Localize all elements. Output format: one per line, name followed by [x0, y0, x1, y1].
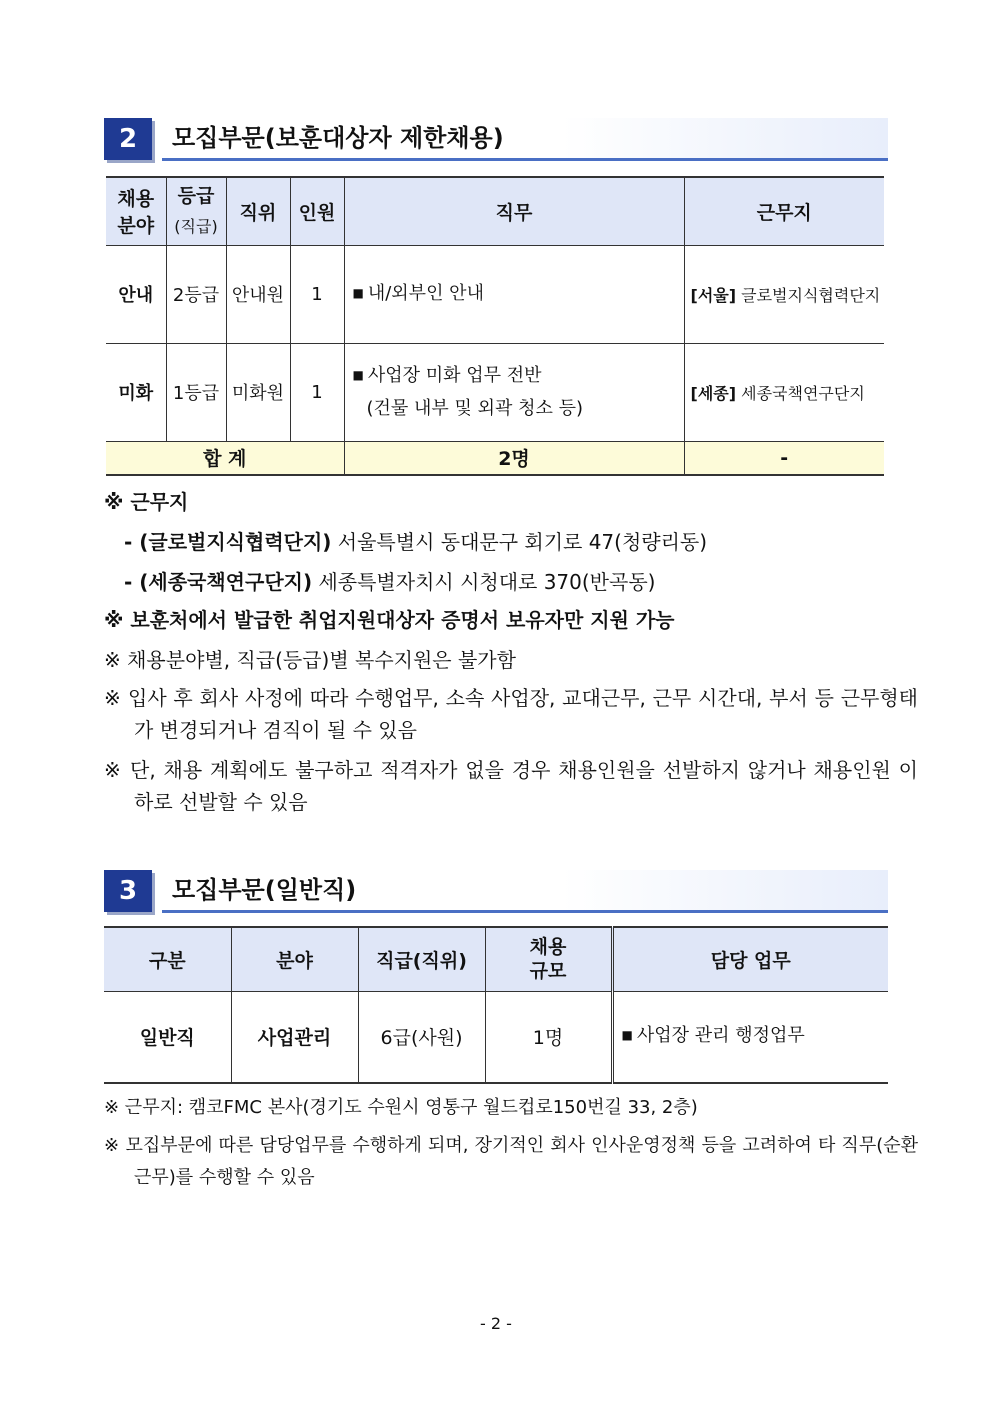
header-duty: 직무 [344, 177, 684, 245]
section-number: 2 [104, 118, 152, 160]
total-location: - [684, 441, 884, 475]
page-number: - 2 - [480, 1314, 512, 1333]
table-total-row [106, 441, 884, 475]
section-3-header [104, 870, 888, 914]
row-field: 미화 [106, 343, 166, 441]
header-position: 직위 [226, 177, 290, 245]
note-change: ※ 입사 후 회사 사정에 따라 수행업무, 소속 사업장, 교대근무, 근무 시간대, 부서 등 근무형태가 변경되거나 겸직이 될 수 있음 [104, 686, 918, 742]
total-value: 2명 [344, 441, 684, 475]
recruitment-table-general [104, 926, 888, 1084]
bullet-square-icon: ■ [621, 1028, 633, 1043]
section-number: 3 [104, 870, 152, 912]
note-rotation: ※ 모집부문에 따른 담당업무를 수행하게 되며, 장기적인 회사 인사운영정책 등을 고려하여 타 직무(순환근무)를 수행할 수 있음 [104, 1135, 918, 1188]
table-header-row [106, 177, 884, 245]
bullet-square-icon: ■ [352, 285, 364, 300]
row-location: [세종] 세종국책연구단지 [684, 343, 884, 441]
row-count: 1 [290, 245, 344, 343]
row-position: 안내원 [226, 245, 290, 343]
section-2-header [104, 118, 888, 162]
note-workplace: ※ 근무지: 캠코FMC 본사(경기도 수원시 영통구 월드컵로150번길 33, 2층) [104, 1097, 698, 1118]
row-field: 사업관리 [231, 991, 358, 1083]
recruitment-table-veterans [106, 176, 884, 476]
bullet-square-icon: ■ [352, 367, 364, 382]
table-header-row [104, 927, 888, 991]
row-category: 일반직 [104, 991, 231, 1083]
note-workplace-2: - (세종국책연구단지) 세종특별자치시 시청대로 370(반곡동) [124, 570, 656, 594]
note-workplace-1: - (글로벌지식협력단지) 서울특별시 동대문구 회기로 47(청량리동) [124, 530, 708, 554]
table-row [106, 343, 884, 441]
row-field: 안내 [106, 245, 166, 343]
row-count: 1 [290, 343, 344, 441]
row-location: [서울] 글로벌지식협력단지 [684, 245, 884, 343]
note-no-multiple: ※ 채용분야별, 직급(등급)별 복수지원은 불가함 [104, 648, 516, 672]
row-grade: 1등급 [166, 343, 226, 441]
header-category: 구분 [104, 927, 231, 991]
header-count: 인원 [290, 177, 344, 245]
total-label: 합 계 [106, 441, 344, 475]
row-position: 미화원 [226, 343, 290, 441]
header-grade: 직급(직위) [358, 927, 485, 991]
note-eligibility: ※ 보훈처에서 발급한 취업지원대상자 증명서 보유자만 지원 가능 [104, 608, 675, 632]
row-duty: ■ 내/외부인 안내 [344, 245, 684, 343]
table-row [104, 991, 888, 1083]
section-title: 모집부문(보훈대상자 제한채용) [172, 124, 504, 152]
row-duty: ■ 사업장 관리 행정업무 [612, 991, 888, 1083]
table-row [106, 245, 884, 343]
header-duty: 담당 업무 [612, 927, 888, 991]
row-duty: ■ 사업장 미화 업무 전반 (건물 내부 및 외곽 청소 등) [344, 343, 684, 441]
header-grade: 등급 (직급) [166, 177, 226, 245]
header-scale: 채용 규모 [485, 927, 612, 991]
header-field: 분야 [231, 927, 358, 991]
section-title: 모집부문(일반직) [172, 876, 357, 904]
note-no-candidate: ※ 단, 채용 계획에도 불구하고 적격자가 없을 경우 채용인원을 선발하지 않거나 채용인원 이하로 선발할 수 있음 [104, 758, 918, 814]
row-scale: 1명 [485, 991, 612, 1083]
note-workplace-title: ※ 근무지 [104, 490, 189, 514]
header-location: 근무지 [684, 177, 884, 245]
row-grade: 2등급 [166, 245, 226, 343]
row-grade: 6급(사원) [358, 991, 485, 1083]
header-field: 채용 분야 [106, 177, 166, 245]
